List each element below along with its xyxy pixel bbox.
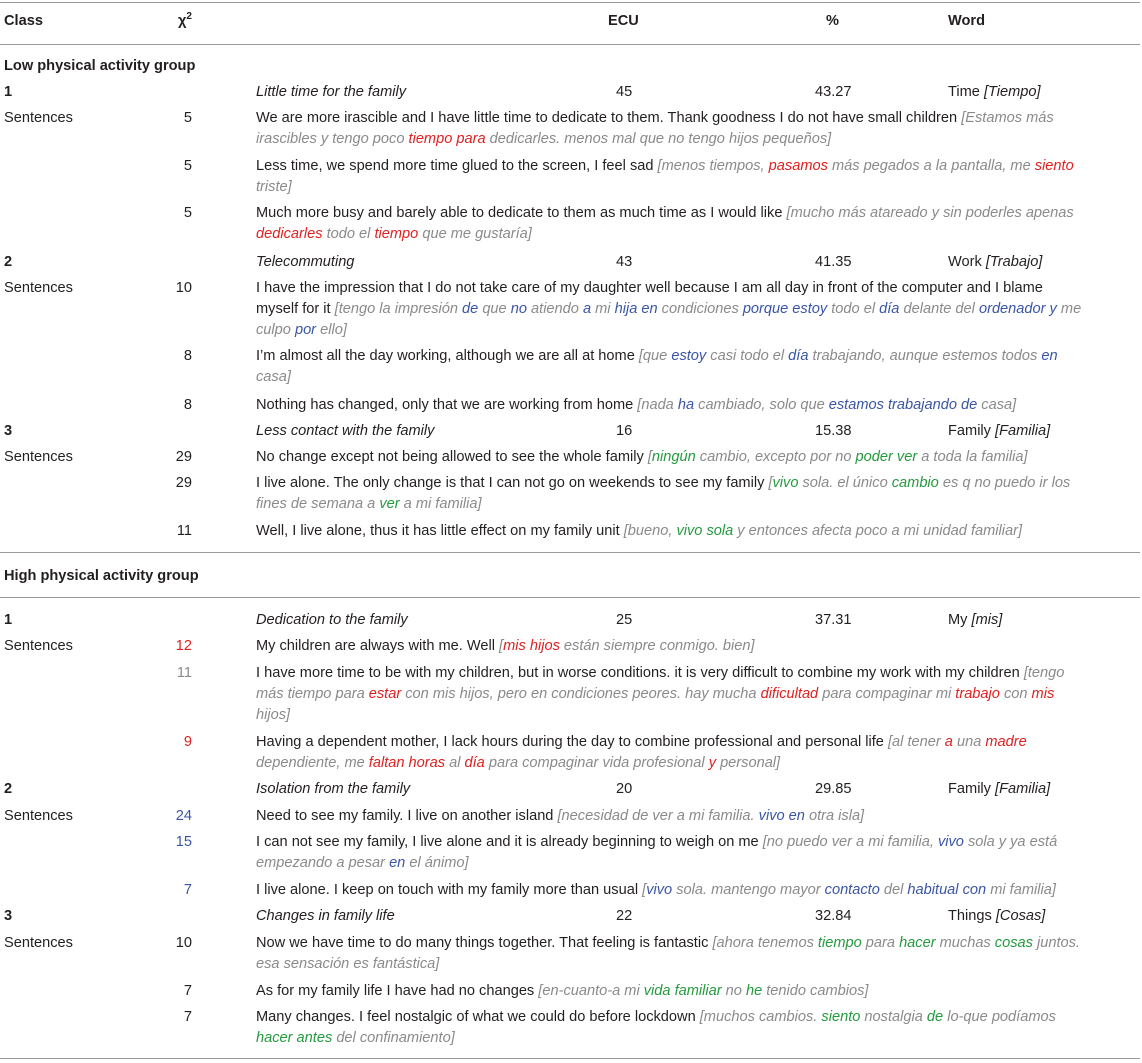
highlighted-keyword: trabajo xyxy=(955,686,1000,702)
highlighted-keyword: dedicarles xyxy=(256,226,323,242)
highlighted-keyword: a xyxy=(582,301,592,317)
sentence-chi: 9 xyxy=(183,734,192,750)
class-ecu: 25 xyxy=(616,612,633,628)
spanish-text: cambiado, solo que xyxy=(694,397,829,413)
highlighted-keyword: día xyxy=(788,348,809,364)
class-number: 3 xyxy=(4,908,13,924)
sentence-text: I have more time to be with my children, but in worse conditions. it is very difficult to combine my work with my children [tengo más tiempo para estar con mis hijos, pero en condiciones peores. hay mucha dificultad para compaginar mi trabajo con mis hijos] xyxy=(256,665,1065,723)
spanish-text: [ xyxy=(768,475,773,491)
class-ecu: 45 xyxy=(616,84,633,100)
class-name: Dedication to the family xyxy=(256,612,408,628)
sentence-chi: 7 xyxy=(183,983,192,999)
group-title-text: High physical activity group xyxy=(4,568,199,584)
header-word: Word xyxy=(948,13,986,29)
spanish-text: [tengo más tiempo para xyxy=(256,665,1065,702)
sentence-chi: 7 xyxy=(183,1009,192,1025)
highlighted-keyword: tiempo xyxy=(374,226,419,242)
spanish-text: que xyxy=(478,301,511,317)
class-word: Work [Trabajo] xyxy=(948,254,1043,270)
highlighted-keyword: mis hijos xyxy=(503,638,560,654)
sentence-chi: 29 xyxy=(175,449,192,465)
spanish-text: [muchos cambios. xyxy=(699,1009,822,1025)
group-title-text: Low physical activity group xyxy=(4,58,196,74)
highlighted-keyword: contacto xyxy=(824,882,880,898)
sentence-chi: 11 xyxy=(176,665,192,681)
class-word: My [mis] xyxy=(948,612,1003,628)
sentence-text: Now we have time to do many things together. That feeling is fantastic [ahora tenemos tiempo para hacer muchas cosas juntos. esa sensación es fantástica] xyxy=(256,935,1080,972)
sentence-text: I can not see my family, I live alone and it is already beginning to weigh on me [no puedo ver a mi familia, vivo sola y ya está empezando a pesar en el ánimo] xyxy=(256,834,1058,871)
highlighted-keyword: porque estoy xyxy=(742,301,828,317)
class-pct: 32.84 xyxy=(815,908,852,924)
spanish-text: personal] xyxy=(716,755,781,771)
spanish-text: casa] xyxy=(256,369,291,385)
highlighted-keyword: día xyxy=(879,301,900,317)
class-pct: 37.31 xyxy=(815,612,852,628)
spanish-text: a toda la familia] xyxy=(917,449,1028,465)
spanish-text: casi todo el xyxy=(706,348,789,364)
class-pct: 15.38 xyxy=(815,423,852,439)
highlighted-keyword: tiempo xyxy=(817,935,862,951)
highlighted-keyword: vivo xyxy=(646,882,673,898)
sentence-chi: 5 xyxy=(183,205,192,221)
class-pct: 43.27 xyxy=(815,84,852,100)
header-ecu: ECU xyxy=(608,13,639,29)
spanish-text: casa] xyxy=(977,397,1017,413)
highlighted-keyword: y xyxy=(708,755,717,771)
highlighted-keyword: poder ver xyxy=(855,449,918,465)
sentence-text: Many changes. I feel nostalgic of what we could do before lockdown [muchos cambios. siento nostalgia de lo-que podíamos hacer antes del confinamiento] xyxy=(256,1009,1056,1046)
sentence-text: Well, I live alone, thus it has little effect on my family unit [bueno, vivo sola y entonces afecta poco a mi unidad familiar] xyxy=(256,523,1023,539)
highlighted-keyword: estar xyxy=(368,686,402,702)
spanish-text: [ xyxy=(642,882,647,898)
spanish-text: [menos tiempos, xyxy=(657,158,769,174)
spanish-text: atiendo xyxy=(526,301,583,317)
spanish-text: mi familia] xyxy=(986,882,1056,898)
highlighted-keyword: por xyxy=(294,322,317,338)
sentence-text: I have the impression that I do not take care of my daughter well because I am all day in front of the computer and I blame myself for it [tengo la impresión de que no atiendo a mi hija en condiciones porque estoy todo el día delante del ordenador y me culpo por ello] xyxy=(256,280,1082,338)
spanish-text: para compaginar mi xyxy=(818,686,956,702)
spanish-text: sola y ya está empezando a pesar xyxy=(256,834,1058,871)
spanish-text: dependiente, me xyxy=(256,755,369,771)
highlighted-keyword: cosas xyxy=(994,935,1033,951)
highlighted-keyword: de xyxy=(462,301,479,317)
class-ecu: 20 xyxy=(616,781,633,797)
sentences-label: Sentences xyxy=(4,280,73,296)
spanish-text: es q no puedo ir los fines de semana a xyxy=(256,475,1071,512)
class-number: 2 xyxy=(4,781,13,797)
spanish-text: condiciones xyxy=(657,301,743,317)
highlighted-keyword: pasamos xyxy=(768,158,828,174)
spanish-text: [al tener xyxy=(887,734,945,750)
sentences-label: Sentences xyxy=(4,638,73,654)
spanish-text: y entonces afecta poco a mi unidad familiar] xyxy=(733,523,1023,539)
table-bottom-rule xyxy=(0,1058,1140,1059)
sentence-chi: 10 xyxy=(175,280,192,296)
class-name: Less contact with the family xyxy=(256,423,435,439)
highlighted-keyword: habitual con xyxy=(907,882,987,898)
sentence-chi: 10 xyxy=(175,935,192,951)
sentences-label: Sentences xyxy=(4,110,73,126)
spanish-text: para xyxy=(861,935,900,951)
highlighted-keyword: no xyxy=(510,301,527,317)
spanish-text: están siempre conmigo. bien] xyxy=(559,638,755,654)
class-pct: 29.85 xyxy=(815,781,852,797)
sentence-text: Nothing has changed, only that we are working from home [nada ha cambiado, solo que estamos trabajando de casa] xyxy=(256,397,1017,413)
spanish-text: juntos. esa sensación es fantástica] xyxy=(256,935,1080,972)
spanish-text: [Estamos más irascibles y tengo poco xyxy=(256,110,1054,147)
class-ecu: 22 xyxy=(616,908,633,924)
header-chi-square: $\chi^2$ xyxy=(178,11,192,29)
sentence-chi: 5 xyxy=(183,110,192,126)
highlighted-keyword: a xyxy=(944,734,953,750)
spanish-text: [que xyxy=(638,348,672,364)
class-word: Time [Tiempo] xyxy=(948,84,1041,100)
spanish-text: [ xyxy=(647,449,652,465)
highlighted-keyword: hacer xyxy=(899,935,936,951)
highlighted-keyword: estamos trabajando de xyxy=(828,397,978,413)
spanish-text: tenido cambios] xyxy=(762,983,869,999)
spanish-text: más pegados a la pantalla, me xyxy=(827,158,1035,174)
group-subheader-rule xyxy=(0,597,1140,598)
spanish-text: sola. mantengo mayor xyxy=(672,882,825,898)
sentence-text: I live alone. The only change is that I can not go on weekends to see my family [vivo sola. el único cambio es q no puedo ir los fines de semana a ver a mi familia] xyxy=(256,475,1071,512)
sentence-chi: 15 xyxy=(175,834,192,850)
sentence-text: As for my family life I have had no changes [en-cuanto-a mi vida familiar no he tenido cambios] xyxy=(256,983,869,999)
spanish-text: muchas xyxy=(935,935,995,951)
sentences-label: Sentences xyxy=(4,935,73,951)
highlighted-keyword: ordenador y xyxy=(978,301,1057,317)
class-name: Changes in family life xyxy=(256,908,395,924)
spanish-text: [mucho más atareado y sin poderles apenas xyxy=(786,205,1074,221)
spanish-text: [ahora tenemos xyxy=(712,935,818,951)
spanish-text: del confinamiento] xyxy=(332,1030,455,1046)
spanish-text: [bueno, xyxy=(623,523,677,539)
sentence-text: We are more irascible and I have little time to dedicate to them. Thank goodness I do not have small children [Estamos más irascibles y tengo poco tiempo para dedicarles. menos mal que no tengo hijos pequeños] xyxy=(256,110,1054,147)
sentence-chi: 7 xyxy=(183,882,192,898)
spanish-text: delante del xyxy=(899,301,979,317)
sentence-chi: 29 xyxy=(175,475,192,491)
highlighted-keyword: vivo en xyxy=(758,808,805,824)
spanish-text: con xyxy=(999,686,1032,702)
group-divider-rule xyxy=(0,552,1140,553)
class-ecu: 43 xyxy=(616,254,633,270)
spanish-text: [ xyxy=(499,638,504,654)
highlighted-keyword: siento xyxy=(821,1009,861,1025)
spanish-text: trabajando, aunque estemos todos xyxy=(808,348,1042,364)
highlighted-keyword: día xyxy=(464,755,485,771)
table-top-rule xyxy=(0,2,1140,3)
sentence-chi: 8 xyxy=(183,348,192,364)
spanish-text: ello] xyxy=(316,322,347,338)
header-class: Class xyxy=(4,13,43,29)
spanish-text: [nada xyxy=(637,397,678,413)
spanish-text: [necesidad de ver a mi familia. xyxy=(557,808,759,824)
sentence-text: Much more busy and barely able to dedicate to them as much time as I would like [mucho más atareado y sin poderles apenas dedicarles todo el tiempo que me gustaría] xyxy=(256,205,1074,242)
highlighted-keyword: vida familiar xyxy=(643,983,722,999)
highlighted-keyword: de xyxy=(926,1009,944,1025)
spanish-text: a mi familia] xyxy=(399,496,482,512)
highlighted-keyword: vivo sola xyxy=(676,523,734,539)
header-pct: % xyxy=(826,13,839,29)
highlighted-keyword: cambio xyxy=(891,475,939,491)
spanish-text: sola. el único xyxy=(798,475,892,491)
class-name: Telecommuting xyxy=(256,254,355,270)
sentence-chi: 8 xyxy=(183,397,192,413)
sentence-text: No change except not being allowed to see the whole family [ningún cambio, excepto por no poder ver a toda la familia] xyxy=(256,449,1028,465)
spanish-text: [tengo la impresión xyxy=(334,301,463,317)
highlighted-keyword: ha xyxy=(677,397,695,413)
spanish-text: hijos] xyxy=(256,707,291,723)
sentence-text: I live alone. I keep on touch with my family more than usual [vivo sola. mantengo mayor contacto del habitual con mi familia] xyxy=(256,882,1056,898)
class-ecu: 16 xyxy=(616,423,633,439)
sentence-chi: 24 xyxy=(175,808,192,824)
sentence-text: My children are always with me. Well [mis hijos están siempre conmigo. bien] xyxy=(256,638,755,654)
class-number: 3 xyxy=(4,423,13,439)
spanish-text: dedicarles. menos mal que no tengo hijos pequeños] xyxy=(485,131,832,147)
class-number: 1 xyxy=(4,84,13,100)
spanish-text: [no puedo ver a mi familia, xyxy=(762,834,938,850)
class-number: 2 xyxy=(4,254,13,270)
spanish-text: otra isla] xyxy=(804,808,865,824)
spanish-text: lo-que podíamos xyxy=(943,1009,1056,1025)
spanish-text: me culpo xyxy=(256,301,1082,338)
class-word: Family [Familia] xyxy=(948,781,1051,797)
highlighted-keyword: siento xyxy=(1034,158,1074,174)
spanish-text: todo el xyxy=(827,301,880,317)
highlighted-keyword: ningún xyxy=(651,449,696,465)
header-bottom-rule xyxy=(0,44,1140,45)
highlighted-keyword: hacer antes xyxy=(256,1030,333,1046)
spanish-text: para compaginar vida profesional xyxy=(484,755,709,771)
spanish-text: una xyxy=(952,734,986,750)
sentences-label: Sentences xyxy=(4,449,73,465)
spanish-text: todo el xyxy=(322,226,375,242)
highlighted-keyword: dificultad xyxy=(760,686,819,702)
sentence-chi: 11 xyxy=(176,523,192,539)
sentence-text: Less time, we spend more time glued to the screen, I feel sad [menos tiempos, pasamos más pegados a la pantalla, me siento triste] xyxy=(256,158,1074,195)
spanish-text: cambio, excepto por no xyxy=(695,449,856,465)
spanish-text: nostalgia xyxy=(860,1009,927,1025)
sentence-text: I’m almost all the day working, although we are all at home [que estoy casi todo el día trabajando, aunque estemos todos en casa] xyxy=(256,348,1058,385)
highlighted-keyword: vivo xyxy=(772,475,799,491)
spanish-text: no xyxy=(721,983,746,999)
spanish-text: [en-cuanto-a mi xyxy=(538,983,644,999)
highlighted-keyword: madre xyxy=(985,734,1027,750)
spanish-text: mi xyxy=(591,301,615,317)
sentence-text: Having a dependent mother, I lack hours during the day to combine professional and personal life [al tener a una madre dependiente, me faltan horas al día para compaginar vida profesional y personal] xyxy=(256,734,1027,771)
highlighted-keyword: ver xyxy=(379,496,400,512)
class-name: Isolation from the family xyxy=(256,781,411,797)
class-word: Family [Familia] xyxy=(948,423,1051,439)
class-pct: 41.35 xyxy=(815,254,852,270)
highlighted-keyword: hija en xyxy=(614,301,658,317)
class-name: Little time for the family xyxy=(256,84,407,100)
highlighted-keyword: he xyxy=(745,983,763,999)
class-number: 1 xyxy=(4,612,13,628)
spanish-text: que me gustaría] xyxy=(418,226,532,242)
highlighted-keyword: en xyxy=(389,855,406,871)
spanish-text: triste] xyxy=(256,179,292,195)
highlighted-keyword: vivo xyxy=(937,834,964,850)
spanish-text: el ánimo] xyxy=(405,855,469,871)
sentences-label: Sentences xyxy=(4,808,73,824)
spanish-text: al xyxy=(445,755,465,771)
sentence-chi: 5 xyxy=(183,158,192,174)
highlighted-keyword: en xyxy=(1041,348,1058,364)
sentence-chi: 12 xyxy=(175,638,192,654)
highlighted-keyword: faltan horas xyxy=(368,755,446,771)
highlighted-keyword: mis xyxy=(1031,686,1055,702)
highlighted-keyword: estoy xyxy=(671,348,707,364)
class-word: Things [Cosas] xyxy=(948,908,1046,924)
sentence-text: Need to see my family. I live on another island [necesidad de ver a mi familia. vivo en otra isla] xyxy=(256,808,865,824)
highlighted-keyword: tiempo para xyxy=(408,131,486,147)
spanish-text: del xyxy=(879,882,908,898)
spanish-text: con mis hijos, pero en condiciones peores. hay mucha xyxy=(401,686,761,702)
